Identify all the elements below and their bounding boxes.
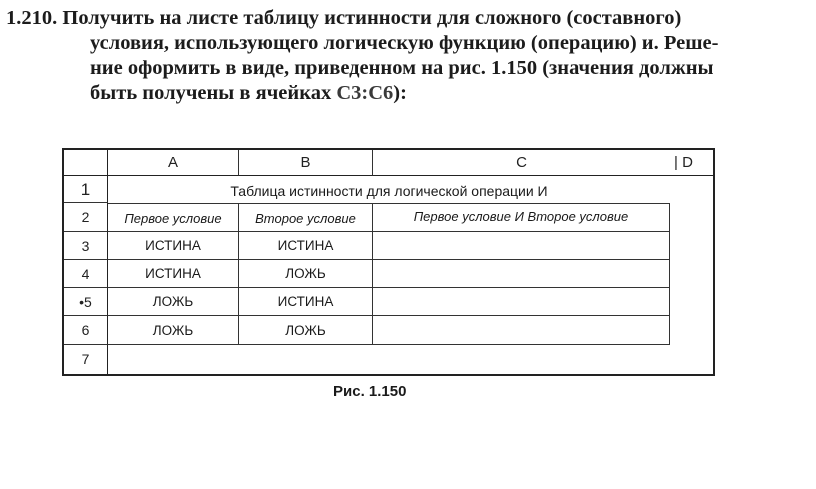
problem-text-1: Получить на листе таблицу истинности для сложного (составного) xyxy=(62,7,682,29)
cell-b5[interactable]: ИСТИНА xyxy=(239,288,373,316)
cell-a4[interactable]: ИСТИНА xyxy=(108,260,239,288)
problem-number: 1.210. xyxy=(6,7,58,29)
cell-c3[interactable] xyxy=(373,232,670,260)
header-first-condition: Первое условие xyxy=(108,203,239,232)
problem-text-4: быть получены в ячейках xyxy=(90,82,337,104)
cell-b3[interactable]: ИСТИНА xyxy=(239,232,373,260)
column-header-a: A xyxy=(108,150,239,176)
row-header-4: 4 xyxy=(64,260,108,288)
cell-a5[interactable]: ЛОЖЬ xyxy=(108,288,239,316)
figure-caption: Рис. 1.150 xyxy=(333,383,407,400)
problem-line-2: условия, использующего логическую функцию (операцию) и. Реше- xyxy=(90,32,719,54)
corner-cell xyxy=(64,150,108,176)
header-result: Первое условие И Второе условие xyxy=(373,203,670,232)
row-header-1: 1 xyxy=(64,176,108,203)
cell-b4[interactable]: ЛОЖЬ xyxy=(239,260,373,288)
row-header-6: 6 xyxy=(64,316,108,345)
problem-line-3: ние оформить в виде, приведенном на рис. 1.150 (значения должны xyxy=(90,57,714,79)
problem-text-4-end: ): xyxy=(393,82,407,104)
problem-line-4 xyxy=(6,81,806,106)
header-second-condition: Второе условие xyxy=(239,203,373,232)
cell-b6[interactable]: ЛОЖЬ xyxy=(239,316,373,345)
cell-a6[interactable]: ЛОЖЬ xyxy=(108,316,239,345)
column-header-b: B xyxy=(239,150,373,176)
cell-c6[interactable] xyxy=(373,316,670,345)
cell-c5[interactable] xyxy=(373,288,670,316)
spreadsheet-figure xyxy=(62,148,715,376)
cell-range: С3:С6 xyxy=(336,82,394,104)
cell-c4[interactable] xyxy=(373,260,670,288)
column-header-c: C xyxy=(373,150,670,176)
row-header-3: 3 xyxy=(64,232,108,260)
column-header-d: | D xyxy=(670,150,713,176)
row-header-2: 2 xyxy=(64,203,108,232)
cell-a3[interactable]: ИСТИНА xyxy=(108,232,239,260)
problem-line-1 xyxy=(6,6,806,31)
row-header-7: 7 xyxy=(64,345,108,374)
problem-statement xyxy=(6,6,806,106)
table-title: Таблица истинности для логической операции И xyxy=(230,183,548,199)
row-header-5: •5 xyxy=(64,288,108,316)
